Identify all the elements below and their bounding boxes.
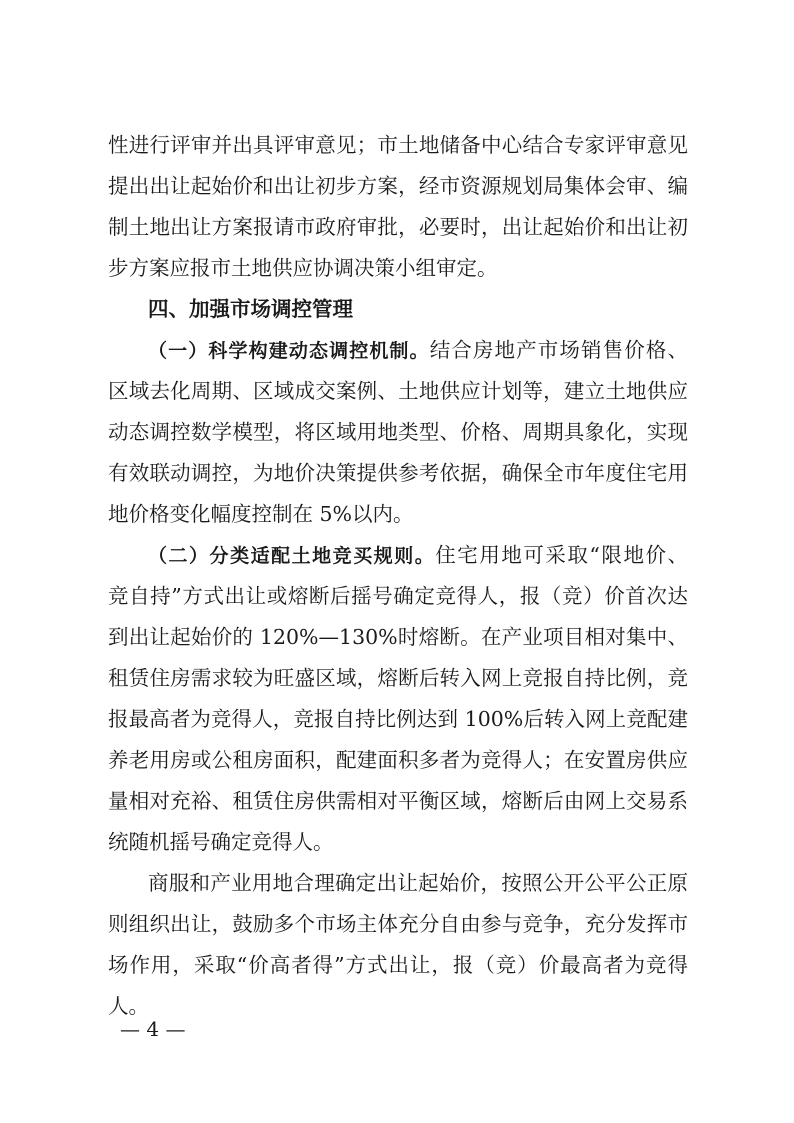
para3-line-5: 报最高者为竞得人，竞报自持比例达到 100%后转入网上竞配建 bbox=[108, 707, 688, 731]
para4-line-2: 则组织出让，鼓励多个市场主体充分自由参与竞争，充分发挥市 bbox=[108, 912, 688, 936]
para2-title: （一）科学构建动态调控机制。 bbox=[148, 340, 430, 362]
para2-first-rest: 结合房地产市场销售价格、 bbox=[429, 338, 688, 362]
para3-first-rest: 住宅用地可采取“限地价、 bbox=[435, 543, 688, 567]
page-number: — 4 — bbox=[120, 1017, 186, 1041]
para1-line-1: 性进行评审并出具评审意见；市土地储备中心结合专家评审意见 bbox=[108, 133, 688, 157]
para2-line-4: 有效联动调控，为地价决策提供参考依据，确保全市年度住宅用 bbox=[108, 461, 688, 485]
para3-first-line bbox=[148, 540, 688, 571]
para3-line-4: 租赁住房需求较为旺盛区域，熔断后转入网上竞报自持比例，竞 bbox=[108, 666, 688, 690]
para3-title: （二）分类适配土地竞买规则。 bbox=[148, 545, 436, 567]
para3-line-6: 养老用房或公租房面积，配建面积多者为竞得人；在安置房供应 bbox=[108, 748, 688, 772]
para3-line-3: 到出让起始价的 120%—130%时熔断。在产业项目相对集中、 bbox=[108, 625, 688, 649]
para3-line-2: 竞自持”方式出让或熔断后摇号确定竞得人，报（竞）价首次达 bbox=[108, 584, 688, 608]
para1-line-2: 提出出让起始价和出让初步方案，经市资源规划局集体会审、编 bbox=[108, 174, 688, 198]
para4-line-4: 人。 bbox=[108, 994, 149, 1018]
para3-line-7: 量相对充裕、租赁住房供需相对平衡区域，熔断后由网上交易系 bbox=[108, 789, 688, 813]
section-heading: 四、加强市场调控管理 bbox=[148, 297, 353, 321]
para1-line-4: 步方案应报市土地供应协调决策小组审定。 bbox=[108, 256, 498, 280]
para2-line-5: 地价格变化幅度控制在 5%以内。 bbox=[108, 502, 414, 526]
para3-line-8: 统随机摇号确定竞得人。 bbox=[108, 830, 334, 854]
para4-line-3: 场作用，采取“价高者得”方式出让，报（竞）价最高者为竞得 bbox=[108, 953, 688, 977]
para2-line-3: 动态调控数学模型，将区域用地类型、价格、周期具象化，实现 bbox=[108, 420, 688, 444]
para2-first-line bbox=[148, 335, 688, 366]
para4-line-1: 商服和产业用地合理确定出让起始价，按照公开公平公正原 bbox=[148, 871, 688, 895]
para2-line-2: 区域去化周期、区域成交案例、土地供应计划等，建立土地供应 bbox=[108, 379, 688, 403]
para1-line-3: 制土地出让方案报请市政府审批，必要时，出让起始价和出让初 bbox=[108, 215, 688, 239]
